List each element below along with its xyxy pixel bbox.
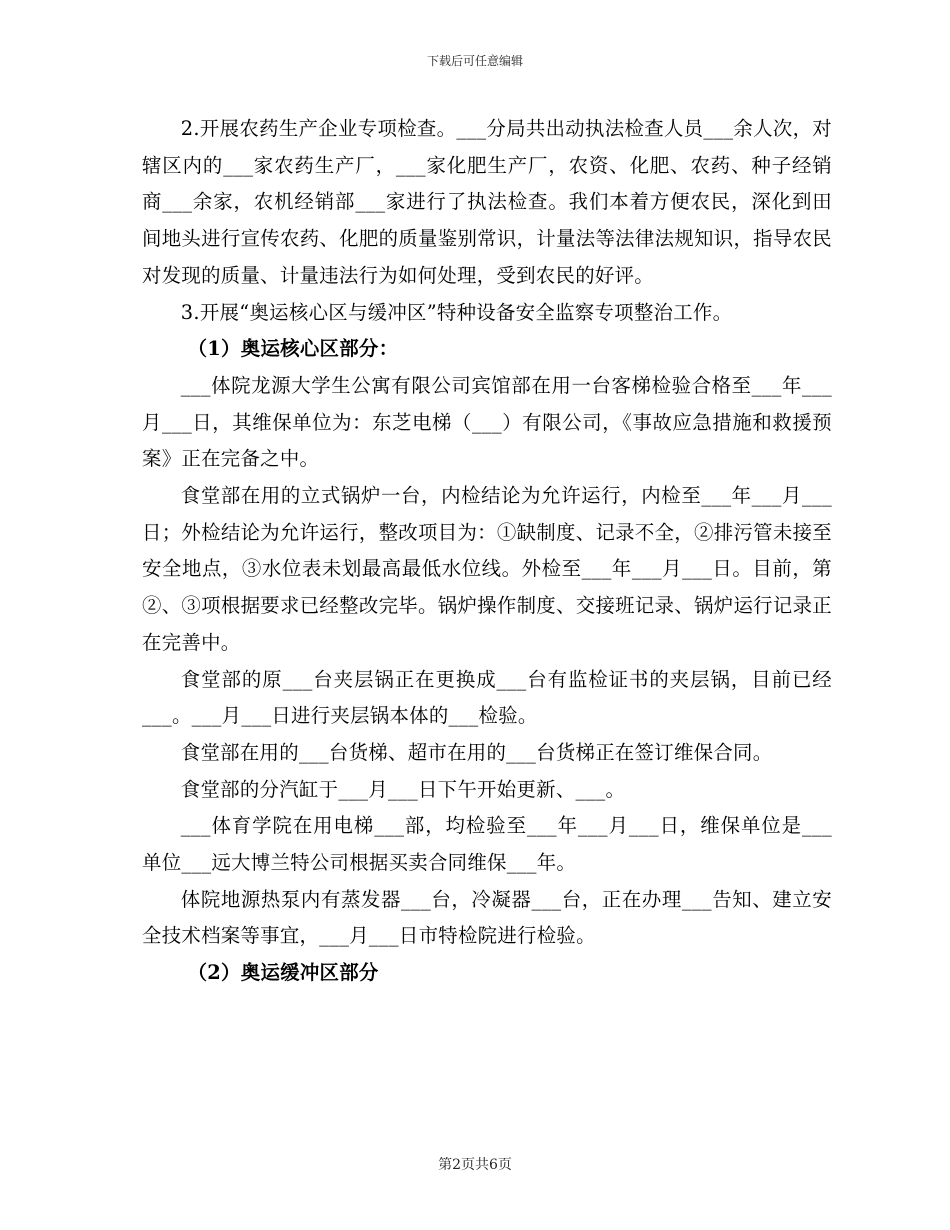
page-header: 下载后可任意编辑 xyxy=(426,54,523,68)
paragraph-jacketed-kettle: 食堂部的原___台夹层锅正在更换成___台有监检证书的夹层锅，目前已经___。___月___日进行夹层锅本体的___检验。 xyxy=(142,667,832,728)
paragraph-freight-elevators: 食堂部在用的___台货梯、超市在用的___台货梯正在签订维保合同。 xyxy=(180,740,773,764)
paragraph-sports-college-elevators: ___体育学院在用电梯___部，均检验至___年___月___日，维保单位是___单位___远大博兰特公司根据买卖合同维保___年。 xyxy=(142,814,832,875)
document-body xyxy=(142,111,832,992)
paragraph-heat-pump: 体院地源热泵内有蒸发器___台，冷凝器___台，正在办理___告知、建立安全技术档案等事宜，___月___日市特检院进行检验。 xyxy=(142,887,832,948)
paragraph-olympic-special-equipment: 3.开展“奥运核心区与缓冲区”特种设备安全监察专项整治工作。 xyxy=(180,300,733,324)
section-heading-core-area: （1）奥运核心区部分： xyxy=(187,337,399,361)
paragraph-pesticide-inspection: 2.开展农药生产企业专项检查。___分局共出动执法检查人员___余人次，对辖区内的___家农药生产厂，___家化肥生产厂，农资、化肥、农药、种子经销商___余家，农机经销部___家进行了执法检查。我们本着方便农民，深化到田间地头进行宣传农药、化肥的质量鉴别常识，计量法等法律法规知识，指导农民对发现的质量、计量违法行为如何处理，受到农民的好评。 xyxy=(142,117,832,287)
section-heading-buffer-area: （2）奥运缓冲区部分 xyxy=(187,961,379,985)
paragraph-canteen-boiler: 食堂部在用的立式锅炉一台，内检结论为允许运行，内检至___年___月___日；外检结论为允许运行，整改项目为：①缺制度、记录不全，②排污管未接至安全地点，③水位表未划最高最低水位线。外检至___年___月___日。目前，第②、③项根据要求已经整改完毕。锅炉操作制度、交接班记录、锅炉运行记录正在完善中。 xyxy=(142,484,832,654)
page-footer: 第2页共6页 xyxy=(438,1157,512,1173)
paragraph-steam-header: 食堂部的分汽缸于___月___日下午开始更新、___。 xyxy=(180,777,626,801)
paragraph-hotel-elevator: ___体院龙源大学生公寓有限公司宾馆部在用一台客梯检验合格至___年___月___日，其维保单位为：东芝电梯（___）有限公司，《事故应急措施和救援预案》正在完备之中。 xyxy=(142,373,832,471)
